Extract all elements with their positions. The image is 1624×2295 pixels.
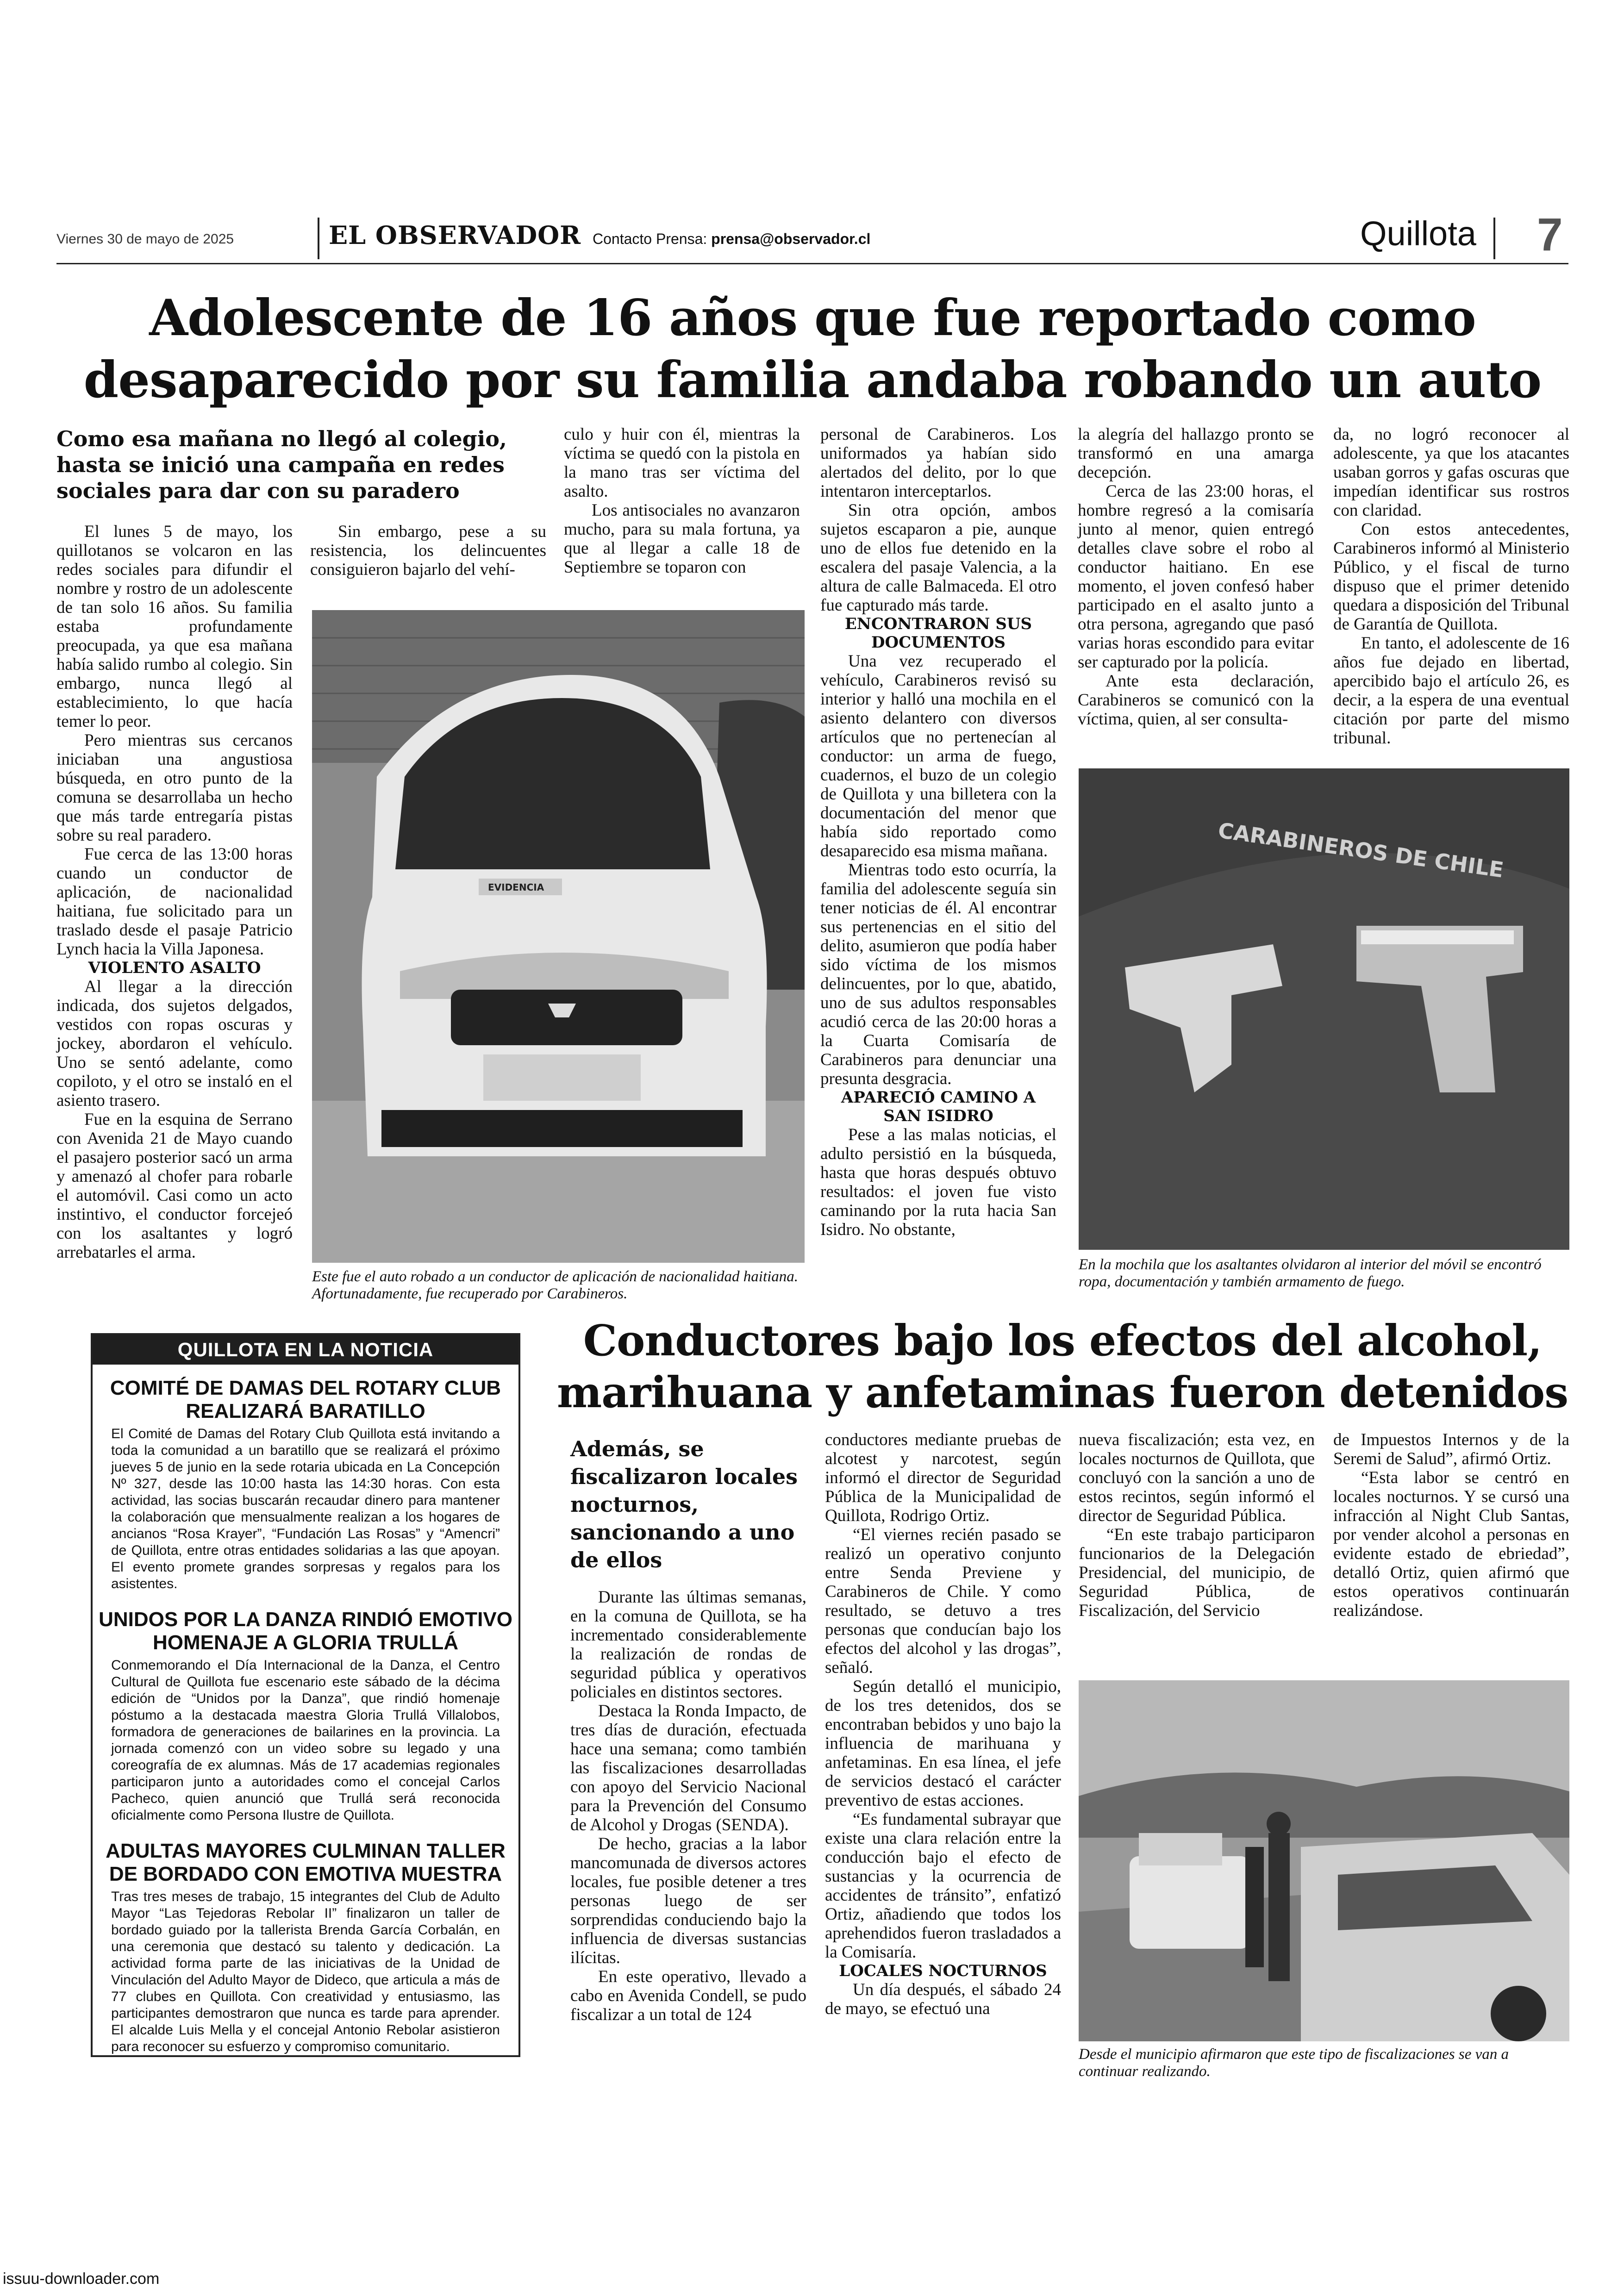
car-illustration [312,610,805,1263]
article2-column-3 [1079,1430,1315,1620]
paragraph: Ante esta declaración, Carabineros se comunicó con la víctima, quien, al ser consulta- [1078,672,1314,729]
sidebar-item-body: Tras tres meses de trabajo, 15 integrantes del Club de Adulto Mayor “Las Tejedoras Rebolar II” finalizaron un taller de bordado guiado por la tallerista Brenda García Corbalán, en una ceremonia que destacó su talento y dedicación. La actividad forma parte de las iniciativas de la Unidad de Vinculación del Adulto Mayor de Dideco, que articula a más de 77 clubes en Quillota. Con creatividad y entusiasmo, las participantes demostraron que nunca es tarde para aprender. El alcalde Luis Mella y el concejal Antonio Rebolar asistieron para reconocer su esfuerzo y compromiso comunitario. [111,1889,500,2054]
page-number: 7 [1537,209,1563,261]
paragraph: de Impuestos Internos y de la Seremi de Salud”, afirmó Ortiz. [1333,1430,1569,1468]
article1-column-1 [56,522,293,1262]
paragraph: personal de Carabineros. Los uniformados ya habían sido alertados del delito, por lo que intentaron interceptarlos. [820,425,1056,501]
paragraph: El lunes 5 de mayo, los quillotanos se volcaron en las redes sociales para difundir el nombre y rostro de un adolescente de tan solo 16 años. Su familia estaba profundamente preocupada, ya que esa mañana había salido rumbo al colegio. Sin embargo, nunca llegó al establecimiento, lo que hacía temer lo peor. [56,522,293,731]
headline-line-2: marihuana y anfetaminas fueron detenidos [556,1367,1568,1417]
section-divider [1493,218,1495,259]
evidence-tag: EVIDENCIA [488,882,544,893]
subheading: APARECIÓ CAMINO A SAN ISIDRO [841,1088,1036,1125]
article1-subhead: Como esa mañana no llegó al colegio, hasta se inició una campaña en redes sociales para dar con su paradero [56,426,507,503]
photo1-caption: Este fue el auto robado a un conductor de aplicación de nacionalidad haitiana. Afortunadamente, fue recuperado por Carabineros. [312,1268,799,1302]
headline-line-1: Conductores bajo los efectos del alcohol, [583,1316,1542,1366]
paragraph: Al llegar a la dirección indicada, dos sujetos delgados, vestidos con ropas oscuras y jockey, abordaron el vehículo. Uno se sentó adelante, como copiloto, y el otro se instaló en el asiento trasero. [56,977,293,1110]
paragraph: da, no logró reconocer al adolescente, ya que los atacantes usaban gorros y gafas oscuras que impedían identificar sus rostros con claridad. [1333,425,1569,520]
issue-date: Viernes 30 de mayo de 2025 [56,231,234,247]
sidebar-item-heading: COMITÉ DE DAMAS DEL ROTARY CLUB REALIZARÁ BARATILLO [110,1377,501,1422]
paragraph: Los antisociales no avanzaron mucho, para su mala fortuna, ya que al llegar a calle 18 de Septiembre se toparon con [564,501,800,577]
header-rule [56,263,1568,264]
header-divider [318,218,319,259]
paragraph: Pese a las malas noticias, el adulto persistió en la búsqueda, hasta que horas después obtuvo resultados: el joven fue visto caminando por la ruta hacia San Isidro. No obstante, [820,1125,1056,1239]
article1-column-6 [1333,425,1569,748]
article1-column-2 [310,522,546,579]
paragraph: Sin embargo, pese a su resistencia, los delincuentes consiguieron bajarlo del vehí- [310,522,546,579]
paragraph: Pero mientras sus cercanos iniciaban una angustiosa búsqueda, en otro punto de la comuna se desarrollaba un hecho que más tarde entregaría pistas sobre su real paradero. [56,731,293,845]
section-name: Quillota [1360,214,1476,253]
sidebar-item-body: El Comité de Damas del Rotary Club Quillota está invitando a toda la comunidad a un baratillo que se realizará el próximo jueves 5 de junio en la sede rotaria ubicada en La Concepción Nº 327, desde las 10:00 hasta las 14:30 horas. Con esta actividad, las socias buscarán recaudar dinero para mantener la colaboración que mensualmente realizan a los hogares de ancianos “Rosa Krayer”, “Fundación Las Rosas” y “Amencri” de Quillota, entre otras entidades solidarias a las que apoyan. El evento promete grandes sorpresas y regalos para los asistentes. [111,1426,500,1591]
paragraph: Fue cerca de las 13:00 horas cuando un conductor de aplicación, de nacionalidad haitiana, fue solicitado para un traslado desde el pasaje Patricio Lynch hacia la Villa Japonesa. [56,845,293,959]
paragraph: “Es fundamental subrayar que existe una clara relación entre la conducción bajo el efecto de sustancias y la ocurrencia de accidentes de tránsito”, enfatizó Ortiz, añadiendo que todos los aprehendidos fueron trasladados a la Comisaría. [825,1810,1061,1962]
weapons-illustration [1079,768,1569,1250]
contact-email: prensa@observador.cl [711,231,871,247]
weapons-photo [1079,768,1569,1250]
photo3-caption: Desde el municipio afirmaron que este tipo de fiscalizaciones se van a continuar realizando. [1079,2046,1509,2080]
paragraph: Sin otra opción, ambos sujetos escaparon a pie, aunque uno de ellos fue detenido en la escalera del pasaje Valencia, a la altura de calle Balmaceda. El otro fue capturado más tarde. [820,501,1056,615]
article1-headline [69,287,1555,411]
footer-source: issuu-downloader.com [3,2270,160,2288]
paragraph: Mientras todo esto ocurría, la familia del adolescente seguía sin tener noticias de él. Al encontrar sus pertenencias en el sitio del delito, asumieron que podía haber sido víctima de los mismos delincuentes, por lo que, abatido, uno de sus adultos responsables acudió cerca de las 20:00 horas a la Cuarta Comisaría de Carabineros para denunciar una presunta desgracia. [820,861,1056,1088]
article1-column-3 [564,425,800,577]
paragraph: “El viernes recién pasado se realizó un operativo conjunto entre Senda Previene y Carabineros de Chile. Y como resultado, se detuvo a tres personas que conducían bajo los efectos del alcohol y las drogas”, señaló. [825,1525,1061,1677]
paragraph: En tanto, el adolescente de 16 años fue dejado en libertad, apercibido bajo el artículo 26, es decir, a la espera de una eventual citación por parte del mismo tribunal. [1333,634,1569,748]
subheading: LOCALES NOCTURNOS [839,1962,1047,1980]
paragraph: De hecho, gracias a la labor mancomunada de diversos actores locales, fue posible detener a tres personas luego de ser sorprendidas conduciendo bajo la influencia de diversas sustancias ilícitas. [570,1834,806,1967]
headline-line-1: Adolescente de 16 años que fue reportado como [149,289,1476,347]
uniform-text: CARABINEROS DE CHILE [1216,817,1505,883]
contact-label: Contacto Prensa: [593,231,707,247]
article1-column-4 [820,425,1056,1239]
checkpoint-photo [1079,1680,1569,2041]
article2-column-4 [1333,1430,1569,1620]
article1-column-5 [1078,425,1314,729]
paragraph: conductores mediante pruebas de alcotest y narcotest, según informó el director de Seguridad Pública de la Municipalidad de Quillota, Rodrigo Ortiz. [825,1430,1061,1525]
paragraph: Durante las últimas semanas, en la comuna de Quillota, se ha incrementado considerablemente la realización de rondas de seguridad pública y operativos policiales en distintos sectores. [570,1588,806,1702]
paragraph: Un día después, el sábado 24 de mayo, se efectuó una [825,1980,1061,2018]
paragraph: Con estos antecedentes, Carabineros informó al Ministerio Público, y el fiscal de turno dispuso que el primer detenido quedara a disposición del Tribunal de Garantía de Quillota. [1333,520,1569,634]
subheading: VIOLENTO ASALTO [88,959,261,977]
paragraph: En este operativo, llevado a cabo en Avenida Condell, se pudo fiscalizar a un total de 124 [570,1967,806,2024]
sidebar-item-heading: ADULTAS MAYORES CULMINAN TALLER DE BORDADO CON EMOTIVA MUESTRA [106,1840,506,1885]
checkpoint-illustration [1079,1680,1569,2041]
paragraph: Cerca de las 23:00 horas, el hombre regresó a la comisaría junto al menor, quien entregó detalles clave sobre el robo al conductor haitiano. En ese momento, el joven confesó haber participado en el asalto junto a otra persona, agregando que pasó varias horas escondido para evitar ser capturado por la policía. [1078,482,1314,672]
article2-subhead: Además, se fiscalizaron locales nocturnos, sancionando a uno de ellos [570,1436,798,1572]
press-contact [593,231,870,248]
article2-headline [556,1315,1569,1418]
article2-column-1 [570,1588,806,2024]
paragraph: culo y huir con él, mientras la víctima se quedó con la pistola en la mano tras ser víctima del asalto. [564,425,800,501]
stolen-car-photo [312,610,805,1263]
paragraph: Una vez recuperado el vehículo, Carabineros revisó su interior y halló una mochila en el asiento delantero con diversos artículos que no pertenecían al conductor: un arma de fuego, cuadernos, el buzo de un colegio de Quillota y una billetera con la documentación del menor que había sido reportado como desaparecido esa misma mañana. [820,652,1056,861]
sidebar-item-heading: UNIDOS POR LA DANZA RINDIÓ EMOTIVO HOMENAJE A GLORIA TRULLÁ [99,1608,512,1654]
newspaper-name: EL OBSERVADOR [329,220,581,250]
article2-column-2 [825,1430,1061,2018]
photo2-caption: En la mochila que los asaltantes olvidaron al interior del móvil se encontró ropa, documentación y también armamento de fuego. [1079,1256,1542,1290]
paragraph: la alegría del hallazgo pronto se transformó en una amarga decepción. [1078,425,1314,482]
headline-line-2: desaparecido por su familia andaba robando un auto [83,351,1542,409]
news-sidebar [91,1333,520,2057]
subheading: ENCONTRARON SUS DOCUMENTOS [844,615,1032,652]
paragraph: “Esta labor se centró en locales nocturnos. Y se cursó una infracción al Night Club Santas, por vender alcohol a personas en evidente estado de ebriedad”, detalló Ortiz, quien afirmó que estos operativos continuarán realizándose. [1333,1468,1569,1620]
paragraph: “En este trabajo participaron funcionarios de la Delegación Presidencial, del municipio, de Seguridad Pública, de Fiscalización, del Servicio [1079,1525,1315,1620]
paragraph: Destaca la Ronda Impacto, de tres días de duración, efectuada hace una semana; como también las fiscalizaciones desarrolladas con apoyo del Servicio Nacional para la Prevención del Consumo de Alcohol y Drogas (SENDA). [570,1702,806,1834]
paragraph: nueva fiscalización; esta vez, en locales nocturnos de Quillota, que concluyó con la sanción a uno de estos recintos, según informó el director de Seguridad Pública. [1079,1430,1315,1525]
paragraph: Según detalló el municipio, de los tres detenidos, dos se encontraban bebidos y uno bajo la influencia de marihuana y anfetaminas. En esa línea, el jefe de servicios destacó el carácter preventivo de estas acciones. [825,1677,1061,1810]
sidebar-title: QUILLOTA EN LA NOTICIA [93,1335,518,1365]
paragraph: Fue en la esquina de Serrano con Avenida 21 de Mayo cuando el pasajero posterior sacó un arma y amenazó al chofer para robarle el automóvil. Casi como un acto instintivo, el conductor forcejeó con los asaltantes y logró arrebatarles el arma. [56,1110,293,1262]
sidebar-item-body: Conmemorando el Día Internacional de la Danza, el Centro Cultural de Quillota fue escenario este sábado de la décima edición de “Unidos por la Danza”, que rindió homenaje póstumo a la destacada maestra Gloria Trullá Villalobos, formadora de generaciones de bailarines en la provincia. La jornada comenzó con un video sobre su legado y una coreografía de ex alumnas. Más de 17 academias regionales participaron junto a autoridades como el concejal Carlos Pacheco, quien anunció que Trullá será reconocida oficialmente como Persona Ilustre de Quillota. [111,1658,500,1823]
